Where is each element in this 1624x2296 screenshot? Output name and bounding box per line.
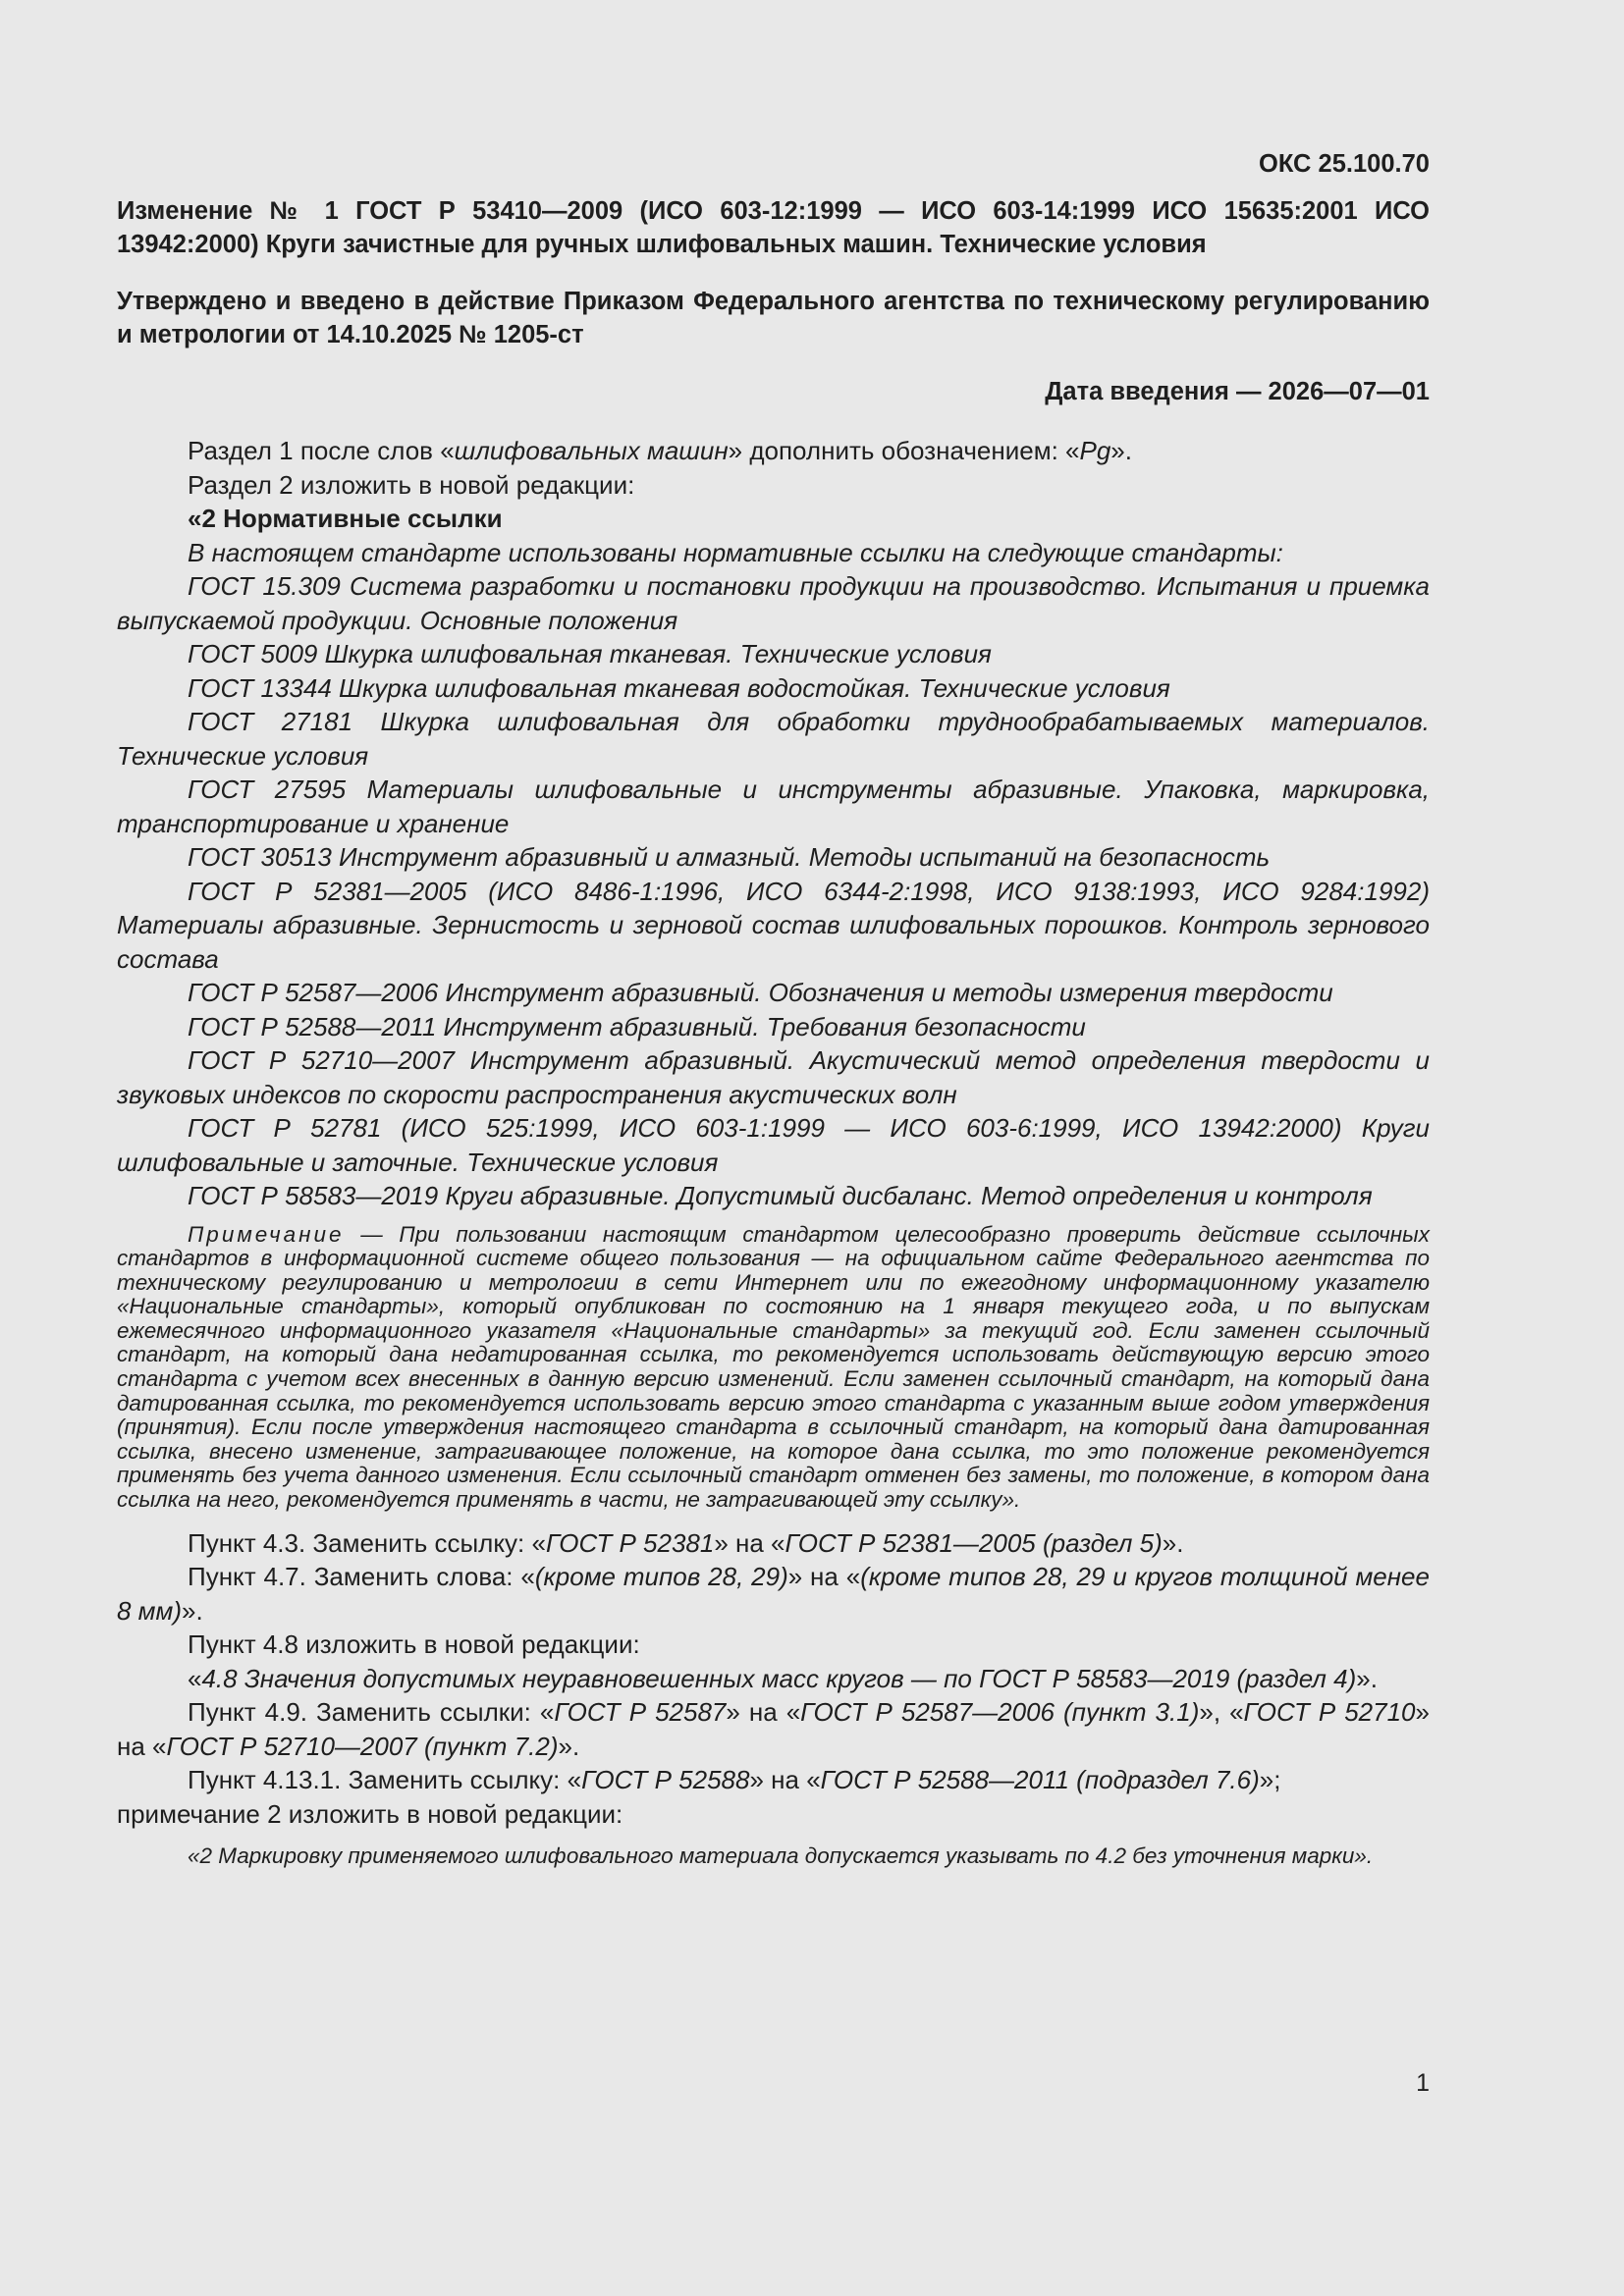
paragraph-4-8: Пункт 4.8 изложить в новой редакции: [188,1629,640,1660]
paragraph-section1: Раздел 1 после слов «шлифовальных машин» дополнить обозначением: «Pg». [188,436,1132,465]
note-2-text: «2 Маркировку применяемого шлифовального материала допускается указывать по 4.2 без уточнения марки». [188,1843,1374,1869]
section2-heading: «2 Нормативные ссылки [188,504,503,533]
paragraph-4-13-1: Пункт 4.13.1. Заменить ссылку: «ГОСТ Р 52588» на «ГОСТ Р 52588—2011 (подраздел 7.6)»; [188,1765,1281,1795]
oks-code: ОКС 25.100.70 [1258,150,1430,178]
reference-item: ГОСТ 5009 Шкурка шлифовальная тканевая. Технические условия [188,639,992,668]
reference-item: ГОСТ Р 52588—2011 Инструмент абразивный. Требования безопасности [188,1011,1086,1041]
reference-item: ГОСТ 30513 Инструмент абразивный и алмазный. Методы испытаний на безопасность [188,842,1271,872]
paragraph-4-3: Пункт 4.3. Заменить ссылку: «ГОСТ Р 52381» на «ГОСТ Р 52381—2005 (раздел 5)». [188,1527,1184,1558]
reference-item: ГОСТ Р 52781 (ИСО 525:1999, ИСО 603-1:1999 — ИСО 603-6:1999, ИСО 13942:2000) Круги шлифовальные и заточные. Технические условия [117,1113,1430,1177]
reference-item: ГОСТ Р 58583—2019 Круги абразивные. Допустимый дисбаланс. Метод определения и контроля [188,1181,1373,1210]
amendment-title: Изменение № 1 ГОСТ Р 53410—2009 (ИСО 603-12:1999 — ИСО 603-14:1999 ИСО 15635:2001 ИСО 13942:2000) Круги зачистные для ручных шлифовальных машин. Технические условия [117,197,1430,258]
effective-date: Дата введения — 2026—07—01 [1045,378,1430,405]
reference-item: ГОСТ Р 52381—2005 (ИСО 8486-1:1996, ИСО 6344-2:1998, ИСО 9138:1993, ИСО 9284:1992) Материалы абразивные. Зернистость и зерновой состав шлифовальных порошков. Контроль зернового состава [117,876,1430,974]
approval-statement: Утверждено и введено в действие Приказом Федерального агентства по техническому регулированию и метрологии от 14.10.2025 № 1205-ст [117,288,1430,348]
reference-item: ГОСТ Р 52710—2007 Инструмент абразивный. Акустический метод определения твердости и звуковых индексов по скорости распространения акустических волн [117,1045,1430,1109]
paragraph-4-7: Пункт 4.7. Заменить слова: «(кроме типов 28, 29)» на «(кроме типов 28, 29 и кругов толщиной менее 8 мм)». [117,1562,1430,1626]
section2-intro: В настоящем стандарте использованы нормативные ссылки на следующие стандарты: [188,537,1283,567]
note-text: — При пользовании настоящим стандартом целесообразно проверить действие ссылочных стандартов в информационной системе общего пользования — на официальном сайте Федерального агентства по техническому регулированию и метрологии в сети Интернет или по ежегодному информационному указателю «Национальные стандарты», который опубликован по состоянию на 1 января текущего года, и по выпускам ежемесячного информационного указателя «Национальные стандарты» за текущий год. Если заменен ссылочный стандарт, на который дана недатированная ссылка, то рекомендуется использовать действующую версию этого стандарта с учетом всех внесенных в данную версию изменений. Если заменен ссылочный стандарт, на который дана датированная ссылка, то рекомендуется использовать версию этого стандарта с указанным выше годом утверждения (принятия). Если после утверждения настоящего стандарта в ссылочный стандарт, на который дана датированная ссылка, внесено изменение, затрагивающее положение, на которое дана ссылка, то это положение рекомендуется применять без учета данного изменения. Если ссылочный стандарт отменен без замены, то положение, в котором дана ссылка на него, рекомендуется применять в части, не затрагивающей эту ссылку». [117,1221,1430,1513]
reference-item: ГОСТ 27595 Материалы шлифовальные и инструменты абразивные. Упаковка, маркировка, транспортирование и хранение [117,774,1430,838]
paragraph-4-13-1-cont: примечание 2 изложить в новой редакции: [117,1798,623,1829]
reference-item: ГОСТ 15.309 Система разработки и постановки продукции на производство. Испытания и приемка выпускаемой продукции. Основные положения [117,571,1430,635]
reference-item: ГОСТ 13344 Шкурка шлифовальная тканевая водостойкая. Технические условия [188,672,1170,703]
document-content [117,147,1430,1871]
note-label: Примечание [188,1221,345,1247]
reference-note [117,1223,1430,1513]
reference-item: ГОСТ 27181 Шкурка шлифовальная для обработки труднообрабатываемых материалов. Технические условия [117,707,1430,771]
reference-item: ГОСТ Р 52587—2006 Инструмент абразивный. Обозначения и методы измерения твердости [188,978,1333,1007]
page-number: 1 [1416,2069,1430,2097]
paragraph-4-8-text: «4.8 Значения допустимых неуравновешенных масс кругов — по ГОСТ Р 58583—2019 (раздел 4)». [188,1663,1378,1693]
paragraph-section2: Раздел 2 изложить в новой редакции: [188,469,635,500]
paragraph-4-9: Пункт 4.9. Заменить ссылки: «ГОСТ Р 52587» на «ГОСТ Р 52587—2006 (пункт 3.1)», «ГОСТ Р 52710» на «ГОСТ Р 52710—2007 (пункт 7.2)». [117,1697,1430,1761]
